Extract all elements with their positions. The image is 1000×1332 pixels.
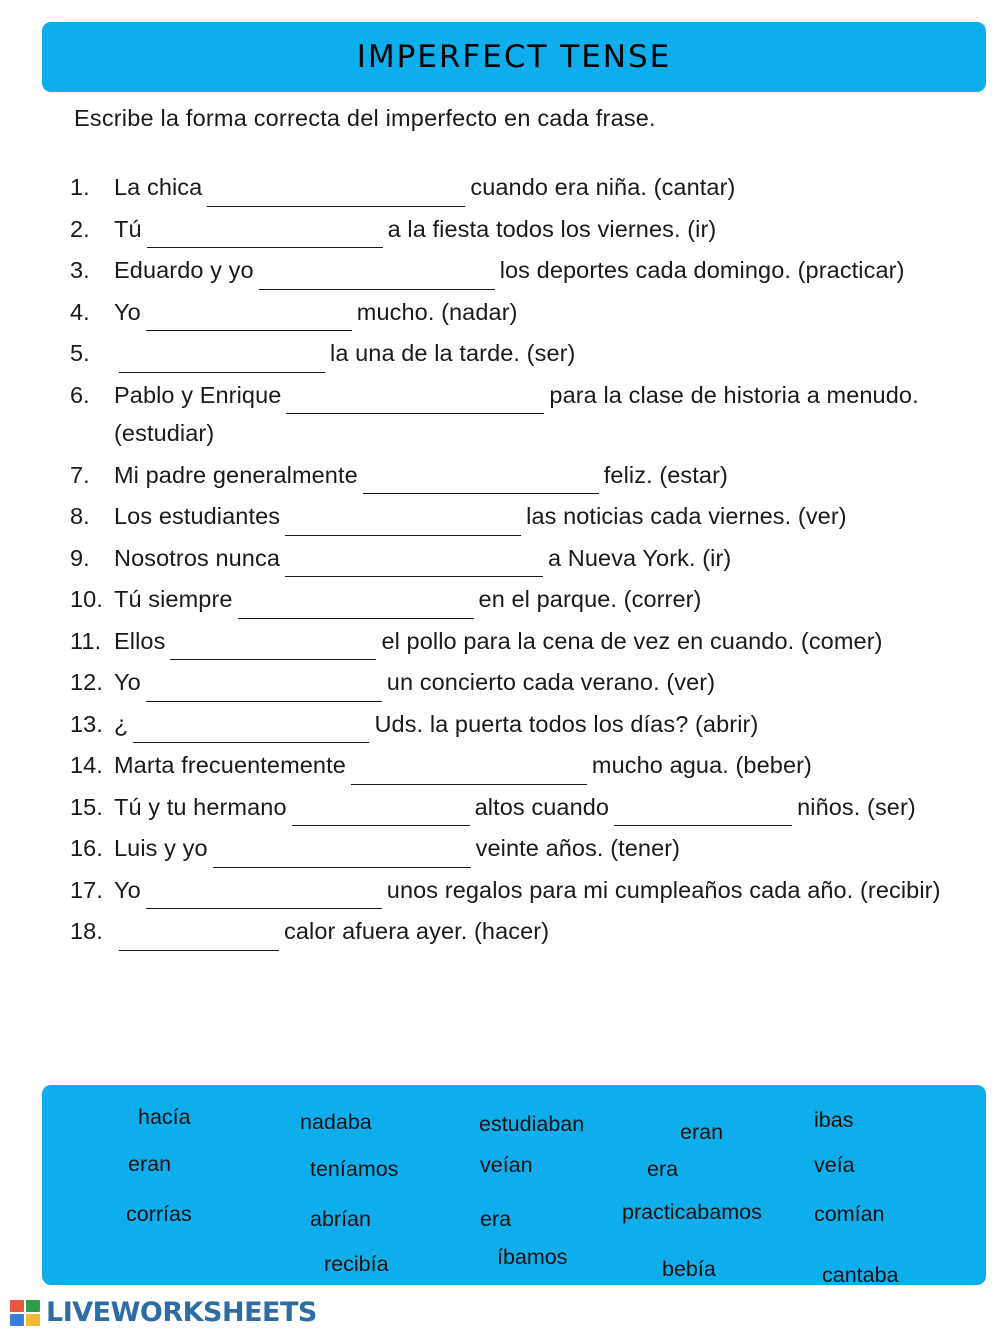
question-row (70, 912, 980, 951)
question-text (114, 168, 980, 207)
question-prefix: Yo (114, 669, 141, 695)
answer-blank-1[interactable] (170, 634, 376, 660)
word-bank-item[interactable]: eran (128, 1152, 172, 1176)
question-prefix: Los estudiantes (114, 503, 281, 529)
question-prefix: Yo (114, 876, 141, 903)
answer-blank-1[interactable] (363, 468, 599, 494)
answer-blank-1[interactable] (119, 347, 325, 373)
question-suffix: la una de la tarde. (ser) (330, 340, 576, 366)
word-bank-item[interactable]: íbamos (497, 1245, 568, 1269)
question-text (114, 293, 980, 332)
question-number: 10. (70, 586, 103, 612)
question-number: 16. (70, 835, 103, 861)
question-suffix: unos regalos para mi cumpleaños cada año. (recibir) (386, 876, 941, 903)
question-row (70, 663, 980, 702)
question-suffix: cuando era niña. (cantar) (470, 174, 736, 200)
footer-branding (10, 1297, 317, 1328)
question-number: 4. (70, 298, 90, 325)
question-row (70, 456, 980, 495)
question-number: 2. (70, 215, 90, 242)
word-bank-item[interactable]: estudiaban (479, 1112, 585, 1136)
question-row (70, 622, 980, 661)
question-text (114, 580, 980, 619)
question-number: 9. (70, 544, 90, 571)
word-bank-item[interactable]: bebía (662, 1257, 716, 1281)
question-number: 3. (70, 257, 90, 283)
title-banner (42, 22, 986, 92)
question-prefix: Pablo y Enrique (114, 381, 282, 408)
question-text (114, 376, 980, 453)
question-text (114, 871, 980, 910)
question-number: 8. (70, 503, 90, 529)
question-suffix: altos cuando (474, 793, 610, 820)
word-bank-item[interactable]: era (480, 1207, 512, 1231)
word-bank-item[interactable]: eran (680, 1120, 724, 1144)
answer-blank-1[interactable] (285, 551, 543, 577)
word-bank-item[interactable]: veían (480, 1153, 533, 1177)
question-suffix: Uds. la puerta todos los días? (abrir) (374, 710, 759, 737)
question-text (114, 788, 980, 827)
question-number: 18. (70, 918, 103, 944)
question-suffix: en el parque. (correr) (478, 586, 702, 612)
word-bank-item[interactable]: abrían (310, 1207, 371, 1231)
question-row (70, 251, 980, 290)
word-bank-item[interactable]: cantaba (822, 1263, 899, 1287)
question-prefix: Yo (114, 298, 141, 325)
word-bank-item[interactable]: comían (814, 1202, 885, 1226)
question-suffix: a la fiesta todos los viernes. (ir) (387, 215, 717, 242)
answer-blank-1[interactable] (351, 759, 587, 785)
question-number: 7. (70, 461, 90, 488)
question-text (114, 912, 980, 951)
question-row (70, 705, 980, 744)
question-text (114, 705, 980, 744)
question-suffix: a Nueva York. (ir) (548, 544, 732, 571)
word-bank-item[interactable]: era (647, 1157, 679, 1181)
question-prefix: Tú (114, 215, 142, 242)
question-prefix: ¿ (114, 710, 129, 737)
answer-blank-1[interactable] (146, 676, 382, 702)
question-number: 11. (70, 627, 102, 654)
question-number: 12. (70, 669, 103, 695)
question-prefix: Tú y tu hermano (114, 793, 287, 820)
question-prefix: Mi padre generalmente (114, 461, 358, 488)
word-bank-item[interactable]: veía (814, 1153, 855, 1177)
answer-blank-1[interactable] (146, 305, 352, 331)
question-suffix: el pollo para la cena de vez en cuando. (comer) (381, 627, 883, 654)
question-prefix: La chica (114, 174, 203, 200)
question-number: 15. (70, 793, 103, 820)
question-suffix-2: niños. (ser) (797, 793, 916, 820)
question-text (114, 539, 980, 578)
answer-blank-1[interactable] (133, 717, 369, 743)
question-prefix: Tú siempre (114, 586, 233, 612)
answer-blank-1[interactable] (207, 181, 465, 207)
answer-blank-1[interactable] (285, 510, 521, 536)
answer-blank-1[interactable] (292, 800, 470, 826)
logo-tile-4 (26, 1314, 40, 1326)
page-title: IMPERFECT TENSE (356, 39, 672, 75)
question-text (114, 746, 980, 785)
question-suffix: para la clase de historia a menudo. (estudiar) (114, 381, 919, 446)
word-bank-item[interactable]: nadaba (300, 1110, 372, 1134)
question-text (114, 251, 980, 290)
question-row (70, 871, 980, 910)
question-suffix: mucho agua. (beber) (591, 752, 812, 778)
liveworksheets-logo-icon (10, 1300, 40, 1326)
answer-blank-1[interactable] (238, 593, 474, 619)
word-bank-item[interactable]: teníamos (310, 1157, 399, 1181)
question-row (70, 293, 980, 332)
question-suffix: veinte años. (tener) (475, 835, 681, 861)
question-row (70, 746, 980, 785)
question-prefix: Ellos (114, 627, 166, 654)
question-row (70, 210, 980, 249)
question-text (114, 497, 980, 536)
instruction-text: Escribe la forma correcta del imperfecto en cada frase. (74, 105, 656, 131)
question-suffix: un concierto cada verano. (ver) (386, 669, 716, 695)
question-row (70, 334, 980, 373)
question-text (114, 829, 980, 868)
question-list (70, 168, 980, 954)
question-number: 1. (70, 174, 90, 200)
question-suffix: los deportes cada domingo. (practicar) (499, 257, 905, 283)
question-number: 13. (70, 710, 103, 737)
logo-tile-3 (10, 1314, 24, 1326)
question-row (70, 829, 980, 868)
question-prefix: Eduardo y yo (114, 257, 254, 283)
question-text (114, 210, 980, 249)
word-bank-item[interactable]: recibía (324, 1252, 389, 1276)
question-row (70, 580, 980, 619)
brand-name: LIVEWORKSHEETS (46, 1297, 317, 1328)
question-suffix: feliz. (estar) (603, 461, 728, 488)
answer-blank-1[interactable] (146, 883, 382, 909)
word-bank (42, 1085, 986, 1285)
logo-tile-2 (26, 1300, 40, 1312)
question-number: 6. (70, 381, 90, 408)
answer-blank-2[interactable] (614, 800, 792, 826)
question-text (114, 622, 980, 661)
question-text (114, 663, 980, 702)
answer-blank-1[interactable] (147, 222, 383, 248)
answer-blank-1[interactable] (119, 925, 279, 951)
question-number: 14. (70, 752, 103, 778)
question-suffix: las noticias cada viernes. (ver) (526, 503, 847, 529)
question-row (70, 788, 980, 827)
word-bank-item[interactable]: practicabamos (622, 1200, 762, 1224)
answer-blank-1[interactable] (286, 388, 544, 414)
word-bank-item[interactable]: corrías (126, 1202, 192, 1226)
question-row (70, 376, 980, 453)
question-prefix: Luis y yo (114, 835, 208, 861)
question-number: 5. (70, 340, 90, 366)
question-prefix: Nosotros nunca (114, 544, 280, 571)
question-text (114, 456, 980, 495)
question-row (70, 539, 980, 578)
answer-blank-1[interactable] (213, 842, 471, 868)
question-number: 17. (70, 876, 103, 903)
question-row (70, 168, 980, 207)
question-suffix: mucho. (nadar) (356, 298, 518, 325)
question-prefix: Marta frecuentemente (114, 752, 346, 778)
question-suffix: calor afuera ayer. (hacer) (284, 918, 550, 944)
word-bank-item[interactable]: hacía (138, 1105, 191, 1129)
question-row (70, 497, 980, 536)
logo-tile-1 (10, 1300, 24, 1312)
word-bank-item[interactable]: ibas (814, 1108, 854, 1132)
question-text (114, 334, 980, 373)
answer-blank-1[interactable] (259, 264, 495, 290)
